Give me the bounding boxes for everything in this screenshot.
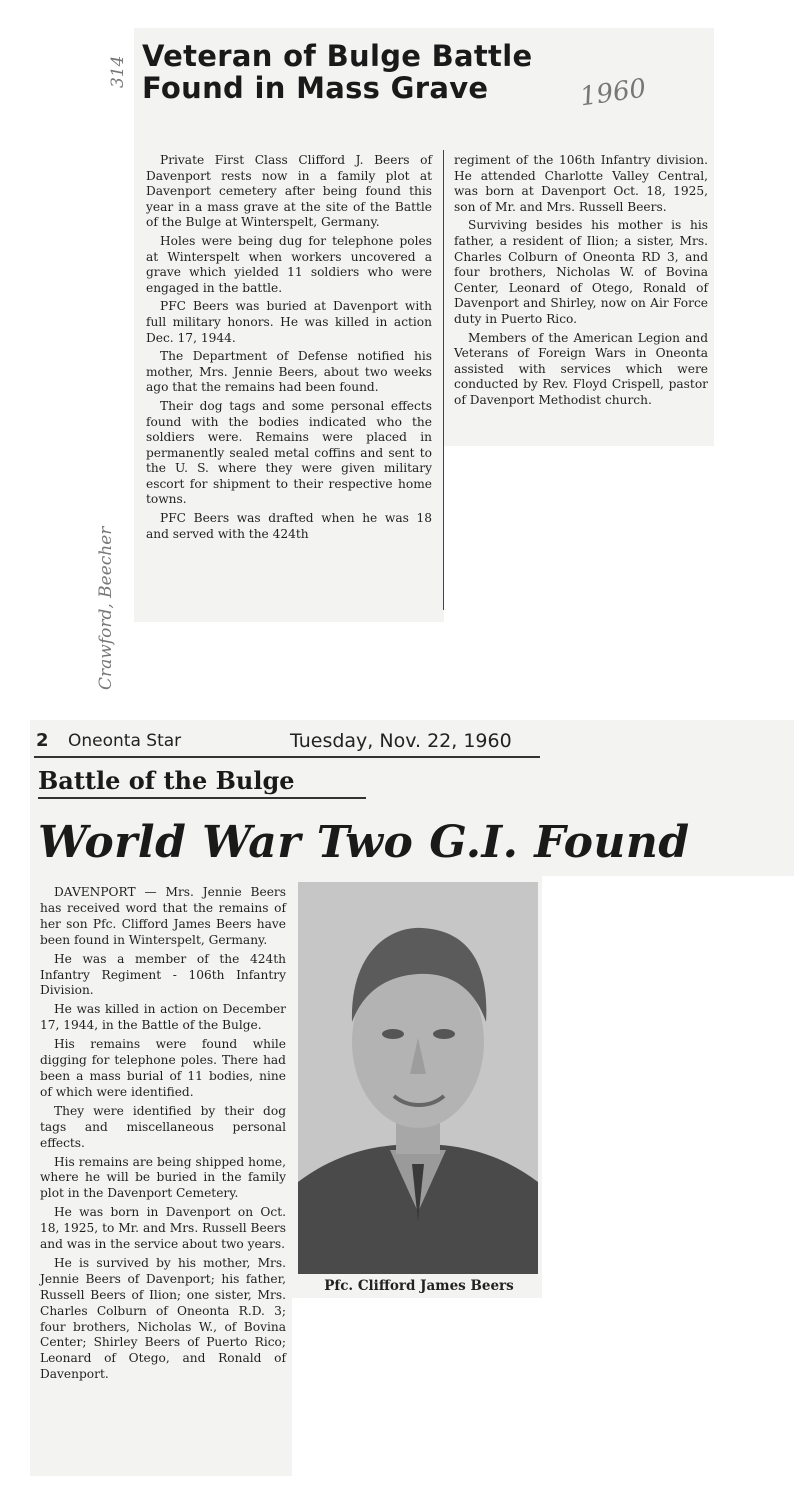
paragraph: They were identified by their dog tags and miscellaneous personal effects. xyxy=(40,1103,286,1150)
paragraph: PFC Beers was drafted when he was 18 and served with the 424th xyxy=(146,511,432,541)
paragraph: PFC Beers was buried at Davenport with full military honors. He was killed in action Dec. 17, 1944. xyxy=(146,299,432,345)
paragraph: His remains were found while digging for telephone poles. There had been a mass burial of 11 bodies, nine of which were identified. xyxy=(40,1037,286,1099)
paragraph: Members of the American Legion and Veterans of Foreign Wars in Oneonta assisted with services which were conducted by Rev. Floyd Crispell, pastor of Davenport Methodist church. xyxy=(454,330,708,407)
soldier-portrait-photo xyxy=(298,882,538,1274)
paragraph: His remains are being shipped home, where he will be buried in the family plot in the Davenport Cemetery. xyxy=(40,1154,286,1201)
column-divider xyxy=(443,150,444,610)
masthead-date: Tuesday, Nov. 22, 1960 xyxy=(290,730,512,752)
paragraph: He was born in Davenport on Oct. 18, 1925, to Mr. and Mrs. Russell Beers and was in the service about two years. xyxy=(40,1205,286,1252)
kicker: Battle of the Bulge xyxy=(38,768,366,799)
clipping-2-body-text xyxy=(40,885,286,1386)
portrait-illustration xyxy=(298,882,538,1274)
clipping-1-column-1 xyxy=(146,153,432,545)
paragraph: He was a member of the 424th Infantry Regiment - 106th Infantry Division. xyxy=(40,951,286,998)
headline-line-1: Veteran of Bulge Battle xyxy=(142,39,533,73)
paragraph: Their dog tags and some personal effects found with the bodies indicated who the soldiers were. Remains were placed in permanently sealed metal coffins and sent to the U. S. where they were given military escort for shipment to their respective home towns. xyxy=(146,398,432,507)
clipping-1-column-2 xyxy=(454,153,708,412)
paragraph: He is survived by his mother, Mrs. Jennie Beers of Davenport; his father, Russell Beers of Ilion; one sister, Mrs. Charles Colburn of Oneonta R.D. 3; four brothers, Nicholas W., of Bovina Center; Shirley Beers of Puerto Rico; Leonard of Otego, and Ronald of Davenport. xyxy=(40,1255,286,1382)
masthead xyxy=(34,728,540,758)
paragraph: Holes were being dug for telephone poles at Winterspelt when workers uncovered a grave which yielded 11 soldiers who were engaged in the battle. xyxy=(146,233,432,295)
paragraph: DAVENPORT — Mrs. Jennie Beers has received word that the remains of her son Pfc. Clifford James Beers have been found in Winterspelt, Germany. xyxy=(40,885,286,947)
photo-caption: Pfc. Clifford James Beers xyxy=(324,1278,514,1294)
headline-line-2: Found in Mass Grave xyxy=(142,71,489,106)
clipping-2-headline: World War Two G.I. Found xyxy=(38,817,690,868)
page-mark-note: 314 xyxy=(108,55,128,88)
side-note-handwriting: Crawford, Beecher xyxy=(96,526,116,690)
paragraph: Surviving besides his mother is his father, a resident of Ilion; a sister, Mrs. Charles Colburn of Oneonta RD 3, and four brothers, Nicholas W. of Bovina Center, Leonard of Otego, Ronald of Davenport and Shirley, now on Air Force duty in Puerto Rico. xyxy=(454,218,708,326)
paragraph: The Department of Defense notified his mother, Mrs. Jennie Beers, about two weeks ago that the remains had been found. xyxy=(146,349,432,395)
year-note: 1960 xyxy=(578,73,648,113)
paragraph: regiment of the 106th Infantry division. He attended Charlotte Valley Central, was born at Davenport Oct. 18, 1925, son of Mr. and Mrs. Russell Beers. xyxy=(454,153,708,214)
paragraph: Private First Class Clifford J. Beers of Davenport rests now in a family plot at Davenport cemetery after being found this year in a mass grave at the site of the Battle of the Bulge at Winterspelt, Germany. xyxy=(146,153,432,230)
masthead-paper-name: Oneonta Star xyxy=(68,731,182,751)
clipping-1-headline xyxy=(142,40,532,105)
masthead-page-number: 2 xyxy=(36,730,49,751)
paragraph: He was killed in action on December 17, 1944, in the Battle of the Bulge. xyxy=(40,1002,286,1033)
